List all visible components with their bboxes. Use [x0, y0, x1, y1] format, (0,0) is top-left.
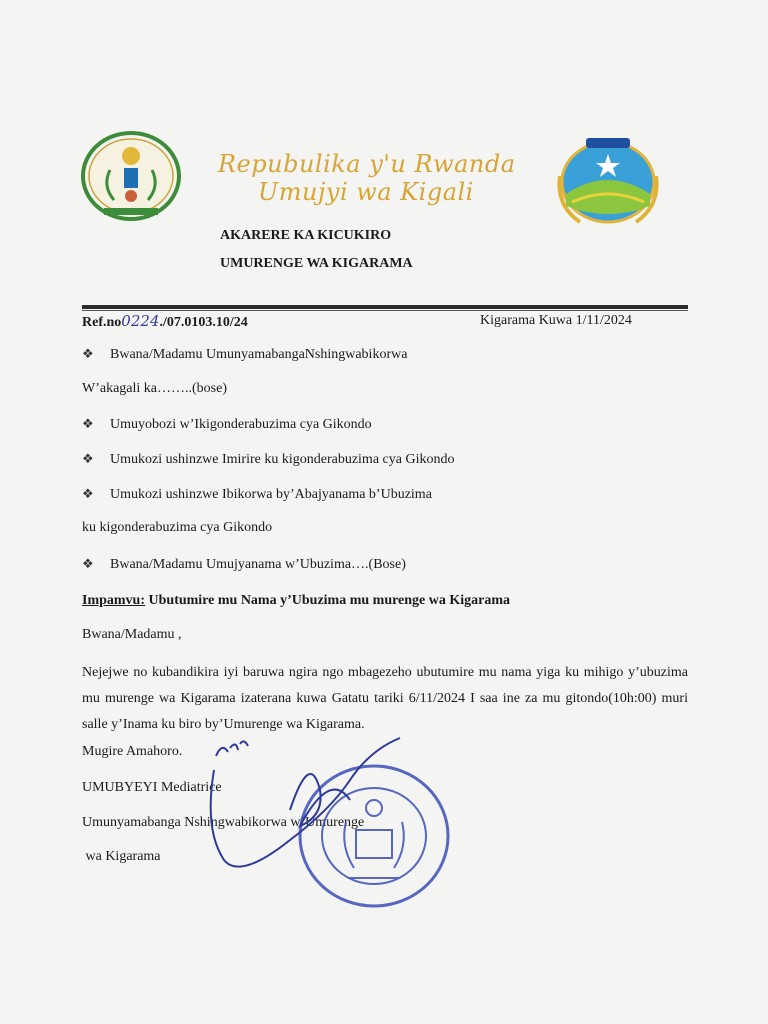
subject-text: Ubutumire mu Nama y’Ubuzima mu murenge wa Kigarama: [148, 593, 511, 608]
bullet-icon: ❖: [82, 346, 94, 361]
district-name: AKARERE KA KICUKIRO: [220, 228, 392, 243]
reference-suffix: ./07.0103.10/24: [159, 315, 248, 330]
signatory-title-2: wa Kigarama: [82, 849, 161, 864]
closing-greeting: Mugire Amahoro.: [82, 744, 183, 759]
recipient-line: ❖ Umukozi ushinzwe Imirire ku kigonderabuzima cya Gikondo: [82, 451, 455, 467]
bullet-icon: ❖: [82, 451, 94, 466]
sector-name: UMURENGE WA KIGARAMA: [220, 256, 413, 271]
signatory-title: Umunyamabanga Nshingwabikorwa w’Umurenge: [82, 815, 365, 830]
recipient-line: ❖ Bwana/Madamu UmunyamabangaNshingwabikorwa: [82, 346, 408, 362]
reference-prefix: Ref.no: [82, 315, 122, 330]
recipient-line: ❖ Umuyobozi w’Ikigonderabuzima cya Gikondo: [82, 416, 372, 432]
city-title: Umujyi wa Kigali: [258, 178, 474, 206]
signatory-name: UMUBYEYI Mediatrice: [82, 780, 222, 795]
bullet-icon: ❖: [82, 556, 94, 571]
letter-date: Kigarama Kuwa 1/11/2024: [480, 313, 632, 328]
kigali-city-emblem-icon: [556, 136, 660, 226]
recipient-line: ❖ Bwana/Madamu Umujyanama w’Ubuzima….(Bose): [82, 556, 406, 572]
republic-title: Repubulika y'u Rwanda: [218, 150, 516, 178]
recipient-line: ku kigonderabuzima cya Gikondo: [82, 520, 273, 535]
header-divider-thin: [82, 310, 688, 311]
recipient-line: W’akagali ka……..(bose): [82, 381, 227, 396]
reference-number: [82, 312, 248, 331]
handwritten-signature-icon: [200, 730, 420, 880]
bullet-icon: ❖: [82, 416, 94, 431]
header-divider: [82, 305, 688, 309]
letter-subject: [82, 593, 510, 609]
rwanda-coat-of-arms-icon: [80, 130, 182, 222]
handwritten-reference: 0224: [121, 312, 160, 330]
bullet-icon: ❖: [82, 486, 94, 501]
letter-body: Nejejwe no kubandikira iyi baruwa ngira ngo mbagezeho ubutumire mu nama yiga ku mihigo y’ubuzima mu murenge wa Kigarama izaterana kuwa Gatatu tariki 6/11/2024 I saa ine za mu gitondo(10h:00) muri salle y’Inama ku biro by’Umurenge wa Kigarama.: [82, 665, 688, 732]
recipient-line: ❖ Umukozi ushinzwe Ibikorwa by’Abajyanama b’Ubuzima: [82, 486, 432, 502]
salutation: Bwana/Madamu ,: [82, 627, 182, 642]
subject-label: Impamvu:: [82, 593, 146, 608]
